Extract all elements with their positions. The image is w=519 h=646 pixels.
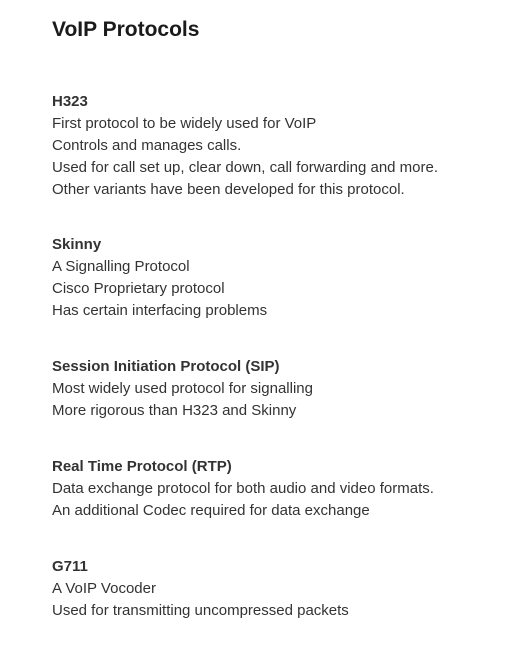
- section-lines: [52, 113, 512, 201]
- section-g711: [52, 556, 512, 622]
- section-heading: G711: [52, 558, 88, 575]
- section-line: Other variants have been developed for this protocol.: [52, 181, 405, 198]
- section-lines: [52, 578, 512, 622]
- section-line: Has certain interfacing problems: [52, 302, 268, 319]
- section-heading: Real Time Protocol (RTP): [52, 458, 232, 475]
- section-line: A Signalling Protocol: [52, 258, 190, 275]
- section-heading: Skinny: [52, 236, 102, 253]
- section-heading: H323: [52, 93, 88, 110]
- section-skinny: [52, 234, 512, 322]
- section-line: An additional Codec required for data exchange: [52, 502, 370, 519]
- page-title: VoIP Protocols: [52, 18, 200, 41]
- section-line: Data exchange protocol for both audio and video formats.: [52, 480, 434, 497]
- section-h323: [52, 91, 512, 201]
- section-line: First protocol to be widely used for VoIP: [52, 115, 317, 132]
- section-line: Controls and manages calls.: [52, 137, 242, 154]
- section-line: Most widely used protocol for signalling: [52, 380, 313, 397]
- section-sip: [52, 356, 512, 422]
- section-line: Used for transmitting uncompressed packets: [52, 602, 349, 619]
- section-lines: [52, 256, 512, 322]
- section-line: A VoIP Vocoder: [52, 580, 156, 597]
- section-rtp: [52, 456, 512, 522]
- section-lines: [52, 378, 512, 422]
- section-line: Cisco Proprietary protocol: [52, 280, 225, 297]
- section-line: More rigorous than H323 and Skinny: [52, 402, 297, 419]
- section-heading: Session Initiation Protocol (SIP): [52, 358, 280, 375]
- section-line: Used for call set up, clear down, call forwarding and more.: [52, 159, 439, 176]
- section-lines: [52, 478, 512, 522]
